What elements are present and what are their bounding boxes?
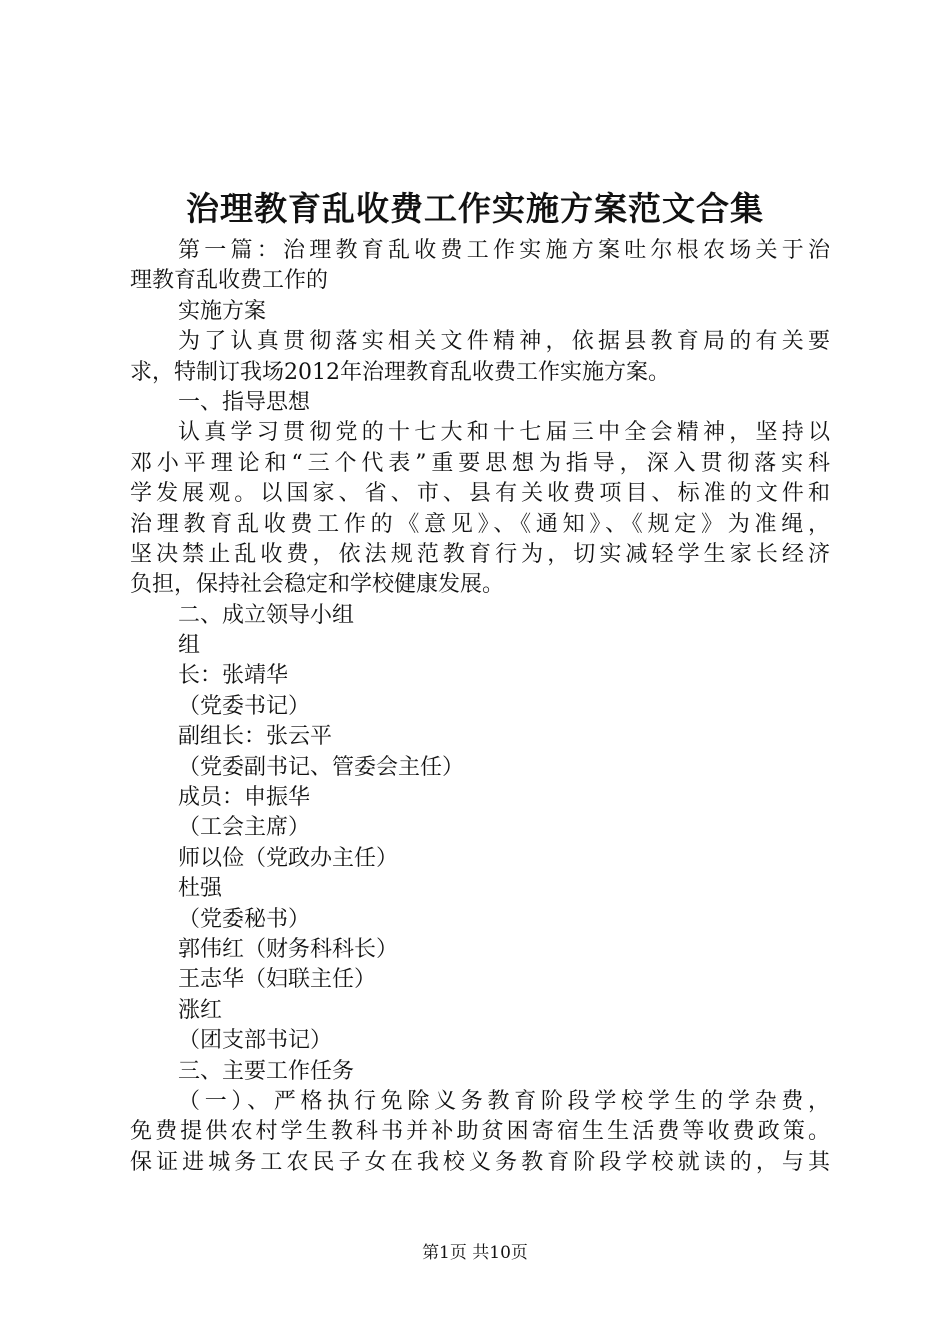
paragraph-line: 求，特制订我场2012年治理教育乱收费工作实施方案。	[130, 359, 670, 385]
paragraph-line: 实施方案	[178, 298, 267, 324]
member-line: 副组长：张云平	[178, 724, 333, 750]
member-line: 杜强	[178, 876, 223, 902]
member-line: （党委秘书）	[178, 906, 311, 932]
paragraph-line: 负担，保持社会稳定和学校健康发展。	[130, 572, 505, 598]
paragraph-line: （一）、严格执行免除义务教育阶段学校学生的学杂费，	[178, 1088, 830, 1114]
section-heading: 二、成立领导小组	[178, 602, 355, 628]
member-line: 师以俭（党政办主任）	[178, 845, 399, 871]
paragraph-line: 学发展观。以国家、省、市、县有关收费项目、标准的文件和	[130, 481, 830, 507]
paragraph-line: 认真学习贯彻党的十七大和十七届三中全会精神，坚持以	[178, 420, 830, 446]
paragraph-line: 邓小平理论和“三个代表”重要思想为指导，深入贯彻落实科	[130, 450, 830, 476]
member-line: 组	[178, 633, 201, 659]
section-heading: 三、主要工作任务	[178, 1058, 355, 1084]
document-title: 治理教育乱收费工作实施方案范文合集	[186, 189, 764, 228]
member-line: 长：张靖华	[178, 663, 289, 689]
member-line: （工会主席）	[178, 815, 311, 841]
member-line: （团支部书记）	[178, 1028, 333, 1054]
member-line: 涨红	[178, 997, 223, 1023]
page-number: 第1页 共10页	[422, 1243, 528, 1263]
paragraph-line: 免费提供农村学生教科书并补助贫困寄宿生生活费等收费政策。	[130, 1119, 830, 1145]
member-line: 王志华（妇联主任）	[178, 967, 377, 993]
paragraph-line: 保证进城务工农民子女在我校义务教育阶段学校就读的，与其	[130, 1149, 830, 1175]
member-line: （党委副书记、管委会主任）	[178, 754, 465, 780]
paragraph-line: 坚决禁止乱收费，依法规范教育行为，切实减轻学生家长经济	[130, 541, 830, 567]
paragraph-line: 理教育乱收费工作的	[130, 268, 329, 294]
document-body	[130, 236, 830, 1178]
member-line: 成员：申振华	[178, 785, 311, 811]
member-line: 郭伟红（财务科科长）	[178, 936, 399, 962]
section-heading: 一、指导思想	[178, 389, 311, 415]
paragraph-line: 第一篇：治理教育乱收费工作实施方案吐尔根农场关于治	[178, 238, 830, 263]
paragraph-line: 治理教育乱收费工作的《意见》、《通知》、《规定》为准绳，	[130, 511, 830, 537]
member-line: （党委书记）	[178, 693, 311, 719]
paragraph-line: 为了认真贯彻落实相关文件精神，依据县教育局的有关要	[178, 329, 830, 355]
